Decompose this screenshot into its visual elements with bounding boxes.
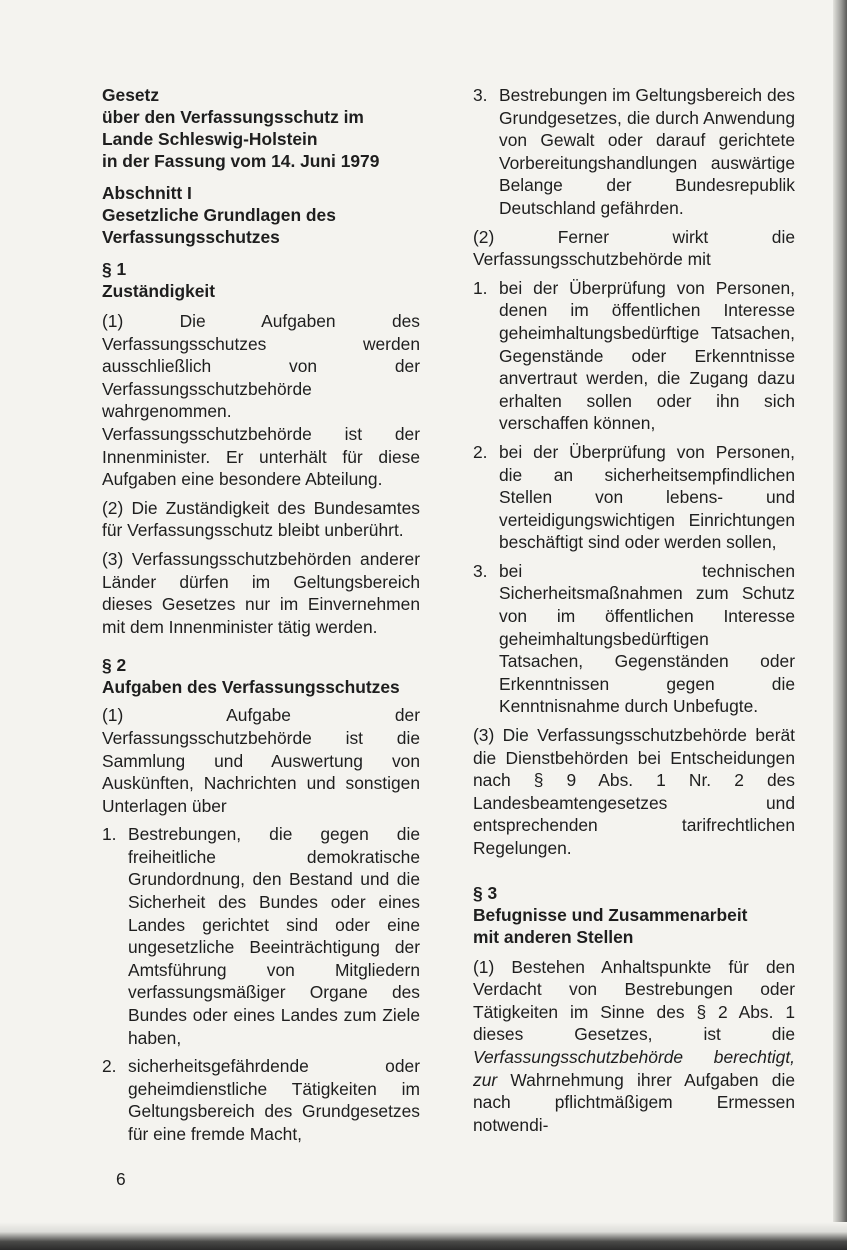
list-item-number: 2.	[473, 441, 488, 462]
list-item-number: 2.	[102, 1056, 117, 1077]
list-item-text: Bestrebungen im Geltungsbereich des Grundgesetzes, die durch Anwendung von Gewalt oder darauf gerichtete Vorbereitungshandlungen auswärtige Belange der Bundesrepublik Deutschland gefährden.	[499, 85, 795, 218]
section-line: Abschnitt I	[102, 183, 192, 203]
paragraph-3-number: § 3	[473, 882, 498, 903]
title-line: in der Fassung vom 14. Juni 1979	[102, 151, 380, 171]
paragraph-2-number: § 2	[102, 655, 127, 676]
paragraph-2-clause-2: (2) Ferner wirkt die Verfassungsschutzbehörde mit	[473, 226, 795, 270]
paragraph-2-list-1-continued	[473, 84, 795, 220]
clause-text-italic: Verfassungsschutzbehörde berechtigt, zur	[473, 1046, 795, 1090]
paragraph-1-number: § 1	[102, 259, 127, 279]
page-edge-shadow	[833, 0, 847, 1250]
list-item-number: 3.	[473, 85, 488, 105]
paragraph-1-title: Zuständigkeit	[102, 281, 216, 301]
paragraph-2-title: Aufgaben des Verfassungsschutzes	[102, 677, 400, 698]
list-item	[102, 1055, 420, 1145]
list-item-text: Bestrebungen, die gegen die freiheitliche demokratische Grundordnung, den Bestand und die Sicherheit des Bundes oder eines Landes gerichtet sind oder eine ungesetzliche Beeinträchtigung der Amtsführung von Mitgliedern verfassungsmäßiger Organe des Bundes oder eines Landes zum Ziele haben,	[128, 824, 420, 1048]
list-item-text: sicherheitsgefährdende oder geheimdienstliche Tätigkeiten im Geltungsbereich des Grundgesetzes für eine fremde Macht,	[128, 1056, 420, 1144]
page-number: 6	[116, 1169, 126, 1189]
list-item	[473, 560, 795, 718]
list-item-number: 3.	[473, 560, 488, 581]
page-bottom-edge	[0, 1222, 847, 1250]
list-item-number: 1.	[473, 277, 488, 298]
left-column	[102, 84, 420, 1152]
list-item-text: bei technischen Sicherheitsmaßnahmen zum Schutz von im öffentlichen Interesse geheimhaltungsbedürftigen Tatsachen, Gegenständen oder Erkenntnissen gegen die Kenntnisnahme durch Unbefugte.	[499, 560, 795, 717]
section-heading	[102, 182, 420, 248]
paragraph-2-list-2	[473, 277, 795, 718]
paragraph-3-clause-1	[473, 956, 795, 1137]
clause-text: Wahrnehmung ihrer Aufgaben die nach pflichtmäßigem Ermessen notwendi-	[473, 1069, 795, 1135]
list-item-text: bei der Überprüfung von Personen, die an sicherheitsempfindlichen Stellen von lebens- und verteidigungswichtigen Einrichtungen beschäftigt sind oder werden sollen,	[499, 441, 795, 553]
paragraph-3-title-line-1: Befugnisse und Zusammenarbeit	[473, 904, 748, 925]
right-column	[473, 84, 795, 1142]
list-item	[473, 277, 795, 435]
title-line: über den Verfassungsschutz im	[102, 107, 364, 127]
paragraph-1-clause-3: (3) Verfassungsschutzbehörden anderer Länder dürfen im Geltungsbereich dieses Gesetzes nur im Einvernehmen mit dem Innenminister tätig werden.	[102, 548, 420, 637]
list-item	[473, 441, 795, 554]
clause-text: (1) Bestehen Anhaltspunkte für den Verdacht von Bestrebungen oder Tätigkeiten im Sinne des § 2 Abs. 1 dieses Gesetzes, ist die	[473, 956, 795, 1045]
section-line: Verfassungsschutzes	[102, 227, 280, 247]
paragraph-1-clause-1: (1) Die Aufgaben des Verfassungsschutzes werden ausschließlich von der Verfassungsschutzbehörde wahrgenommen. Verfassungsschutzbehörde ist der Innenminister. Er unterhält für diese Aufgaben eine besondere Abteilung.	[102, 311, 420, 490]
paragraph-1-clause-2: (2) Die Zuständigkeit des Bundesamtes für Verfassungsschutz bleibt unberührt.	[102, 497, 420, 541]
list-item	[473, 84, 795, 220]
paragraph-2-clause-3: (3) Die Verfassungsschutzbehörde berät die Dienstbehörden bei Entscheidungen nach § 9 Abs. 1 Nr. 2 des Landesbeamtengesetzes und entsprechenden tarifrechtlichen Regelungen.	[473, 725, 795, 858]
title-line: Lande Schleswig-Holstein	[102, 129, 318, 149]
paragraph-3-title-line-2: mit anderen Stellen	[473, 926, 634, 947]
paragraph-2-list-1	[102, 823, 420, 1145]
list-item-text: bei der Überprüfung von Personen, denen im öffentlichen Interesse geheimhaltungsbedürftige Tatsachen, Gegenstände oder Erkenntnisse anvertraut werden, die Zugang dazu erhalten sollen oder ihn sich verschaffen können,	[499, 277, 795, 434]
list-item-number: 1.	[102, 824, 117, 845]
law-title	[102, 84, 420, 172]
list-item	[102, 823, 420, 1049]
title-line: Gesetz	[102, 85, 160, 105]
paragraph-2-clause-1: (1) Aufgabe der Verfassungsschutzbehörde ist die Sammlung und Auswertung von Auskünften, Nachrichten und sonstigen Unterlagen über	[102, 705, 420, 816]
section-line: Gesetzliche Grundlagen des	[102, 205, 336, 225]
